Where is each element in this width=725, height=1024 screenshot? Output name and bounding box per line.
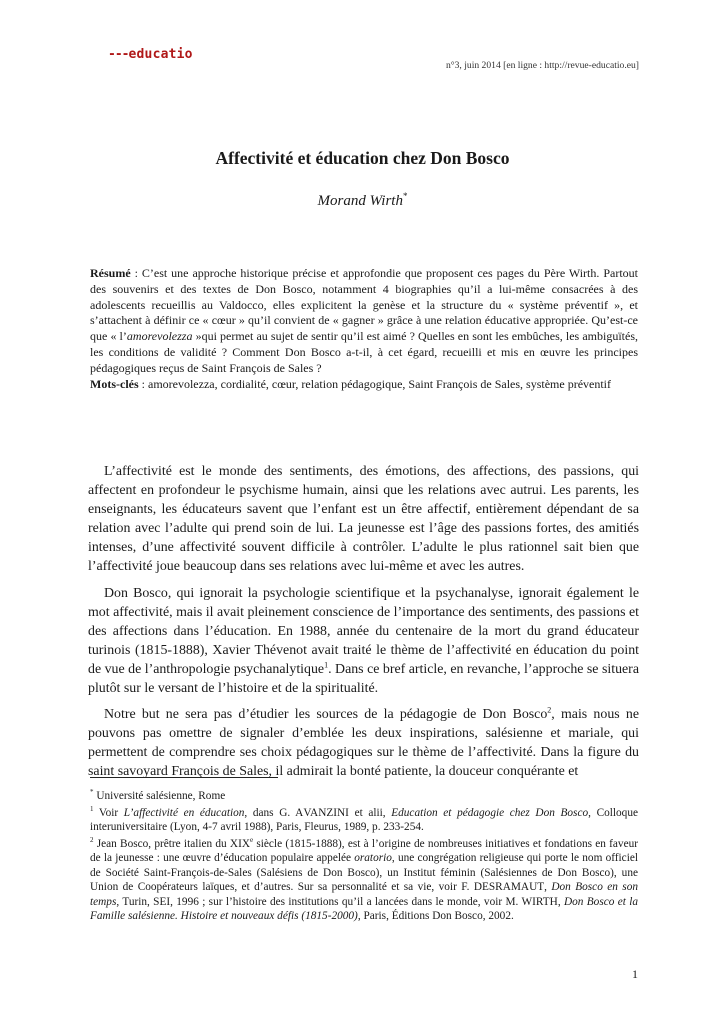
footnote-2-mark: 2: [90, 835, 94, 844]
footnote-ref-2[interactable]: 2: [547, 705, 552, 715]
article-title: Affectivité et éducation chez Don Bosco: [215, 148, 510, 168]
author-name: Morand Wirth: [317, 193, 403, 209]
page-number: 1: [632, 967, 638, 981]
fn1-book: Education et pédagogie chez Don Bosco: [391, 806, 589, 819]
fn2-oratorio: oratorio: [354, 852, 392, 864]
fn2-text-g: , Paris, Éditions Don Bosco, 2002.: [357, 910, 514, 922]
article-body: [88, 462, 639, 789]
footnote-2: [90, 837, 638, 924]
fn1-text-b: , dans G. A: [244, 806, 304, 819]
keywords-text: : amorevolezza, cordialité, cœur, relation pédagogique, Saint François de Sales, système préventif: [138, 376, 612, 391]
body-paragraph-3: [88, 705, 639, 781]
p3-text-b: , mais nous ne pouvons pas omettre de signaler d’emblée les deux inspirations, salésienne et mariale, qui permettent de comprendre ses choix pédagogiques sur le thème de l’affectivité. Dans la figure du saint savoyard François de Sales, il admirait la bonté patiente, la douceur conquérante et: [88, 707, 639, 780]
resume-text-2: »qui permet au sujet de sentir qu’il est aimé ? Quelles en sont les embûches, les ambiguïtés, les conditions de validité ? Comment Don Bosco a-t-il, à cet égard, recueilli et mis en œuvre les principes pédagogiques reçus de Saint François de Sales ?: [90, 329, 639, 375]
footnotes: [90, 789, 638, 926]
fn2-smallcaps-2: IRTH: [532, 895, 558, 908]
body-paragraph-1: L’affectivité est le monde des sentiments, des émotions, des affections, des passions, qui affectent en profondeur le psychisme humain, ainsi que les relations avec autrui. Les parents, les enseignants, les éducateurs savent que l’enfant est un être affectif, entièrement dépendant de sa relation avec l’adulte qui prend soin de lui. La jeunesse est l’âge des passions fortes, des amitiés intenses, d’une affectivité souvent difficile à contrôler. L’adulte le plus rationnel sait bien que l’affectivité joue beaucoup dans ses relations avec lui-même et avec les autres.: [88, 464, 639, 575]
fn2-text-b: siècle (1815-1888), est à l’origine de nombreuses initiatives et fondations en faveur de la jeunesse : une œuvre d’éducation populaire appelée: [90, 837, 638, 864]
fn2-text-a: Jean Bosco, prêtre italien du XIX: [93, 837, 251, 850]
footnote-1-mark: 1: [90, 804, 94, 813]
footnote-ref-1[interactable]: 1: [324, 660, 329, 670]
body-paragraph-2: [88, 584, 639, 699]
footnote-1: [90, 806, 638, 835]
logo-text: educatio: [128, 47, 193, 62]
p2-text-a: Don Bosco, qui ignorait la psychologie scientifique et la psychanalyse, ignorait également le mot affectivité, mais il avait pleinement conscience de l’importance des sentiments, des passions et des affections dans l’éducation. En 1988, année du centenaire de la mort du grand éducateur turinois (1815-1888), Xavier Thévenot avait traité le thème de l’affectivité en éducation du point de vue de l’anthropologie psychanalytique: [88, 585, 639, 677]
footnote-separator: [90, 777, 278, 778]
footnote-star: [90, 789, 638, 804]
article-author: [0, 191, 725, 210]
resume-label: Résumé: [90, 266, 131, 280]
fn2-smallcaps-1: ESRAMAUT: [482, 881, 545, 893]
p3-text-a: Notre but ne sera pas d’étudier les sources de la pédagogie de Don Bosco: [104, 707, 548, 723]
keywords-paragraph: [90, 377, 638, 393]
footnote-star-text: Université salésienne, Rome: [93, 790, 226, 802]
resume-paragraph: [90, 266, 638, 377]
issue-line: n°3, juin 2014 [en ligne : http://revue-educatio.eu]: [446, 60, 639, 71]
footnote-star-mark: *: [90, 788, 94, 797]
fn2-text-d: ,: [544, 881, 552, 893]
resume-italic-term: amorevolezza: [126, 329, 193, 344]
fn2-book-1: Don Bosco en son temps: [90, 881, 638, 908]
fn1-text-a: Voir: [93, 806, 124, 819]
fn1-text-d: , Colloque interuniversitaire (Lyon, 4-7 avril 1988), Paris, Fleurus, 1989, p. 233-254.: [90, 806, 638, 833]
fn1-title: L’affectivité en éducation: [123, 806, 245, 819]
fn1-smallcaps: VANZINI: [303, 806, 349, 819]
fn2-text-f: ,: [557, 895, 564, 908]
p2-text-b: . Dans ce bref article, en revanche, l’approche se situera plutôt sur le versant de l’histoire et de la spiritualité.: [88, 661, 639, 697]
keywords-label: Mots-clés: [90, 376, 139, 391]
fn2-book-2: Don Bosco et la Famille salésienne. Histoire et nouveaux défis (1815-2000): [90, 895, 638, 922]
resume-text-1: : C’est une approche historique précise et approfondie que proposent ces pages du Père Wirth. Partout des souvenirs et des textes de Don Bosco, notamment 4 biographies qu’il a lui-même consacrées à des adolescents recueillis au Valdocco, elles explicitent la genèse et la structure du « système préventif », et s’attachent à définir ce « cœur » qu’il convient de « gagner » grâce à une relation éducative appropriée. Qu’est-ce que « l’: [90, 266, 638, 344]
journal-logo: ---educatio: [108, 47, 193, 62]
fn2-text-c: , une congrégation religieuse qui porte le nom officiel de Société Saint-François-de-Sales (Salésiens de Don Bosco), un Institut féminin (Salésiennes de Don Bosco), une Union de Coopérateurs laïques, et d’autres. Sur sa personnalité et sa vie, voir F. D: [90, 852, 638, 893]
abstract: [90, 266, 638, 392]
author-note-mark: *: [402, 191, 408, 201]
fn2-text-e: , Turin, SEI, 1996 ; sur l’histoire des institutions qu’il a lancées dans le monde, voir M. W: [116, 895, 533, 908]
fn2-century-sup: e: [250, 835, 254, 844]
fn1-text-c: et alii,: [348, 806, 392, 819]
